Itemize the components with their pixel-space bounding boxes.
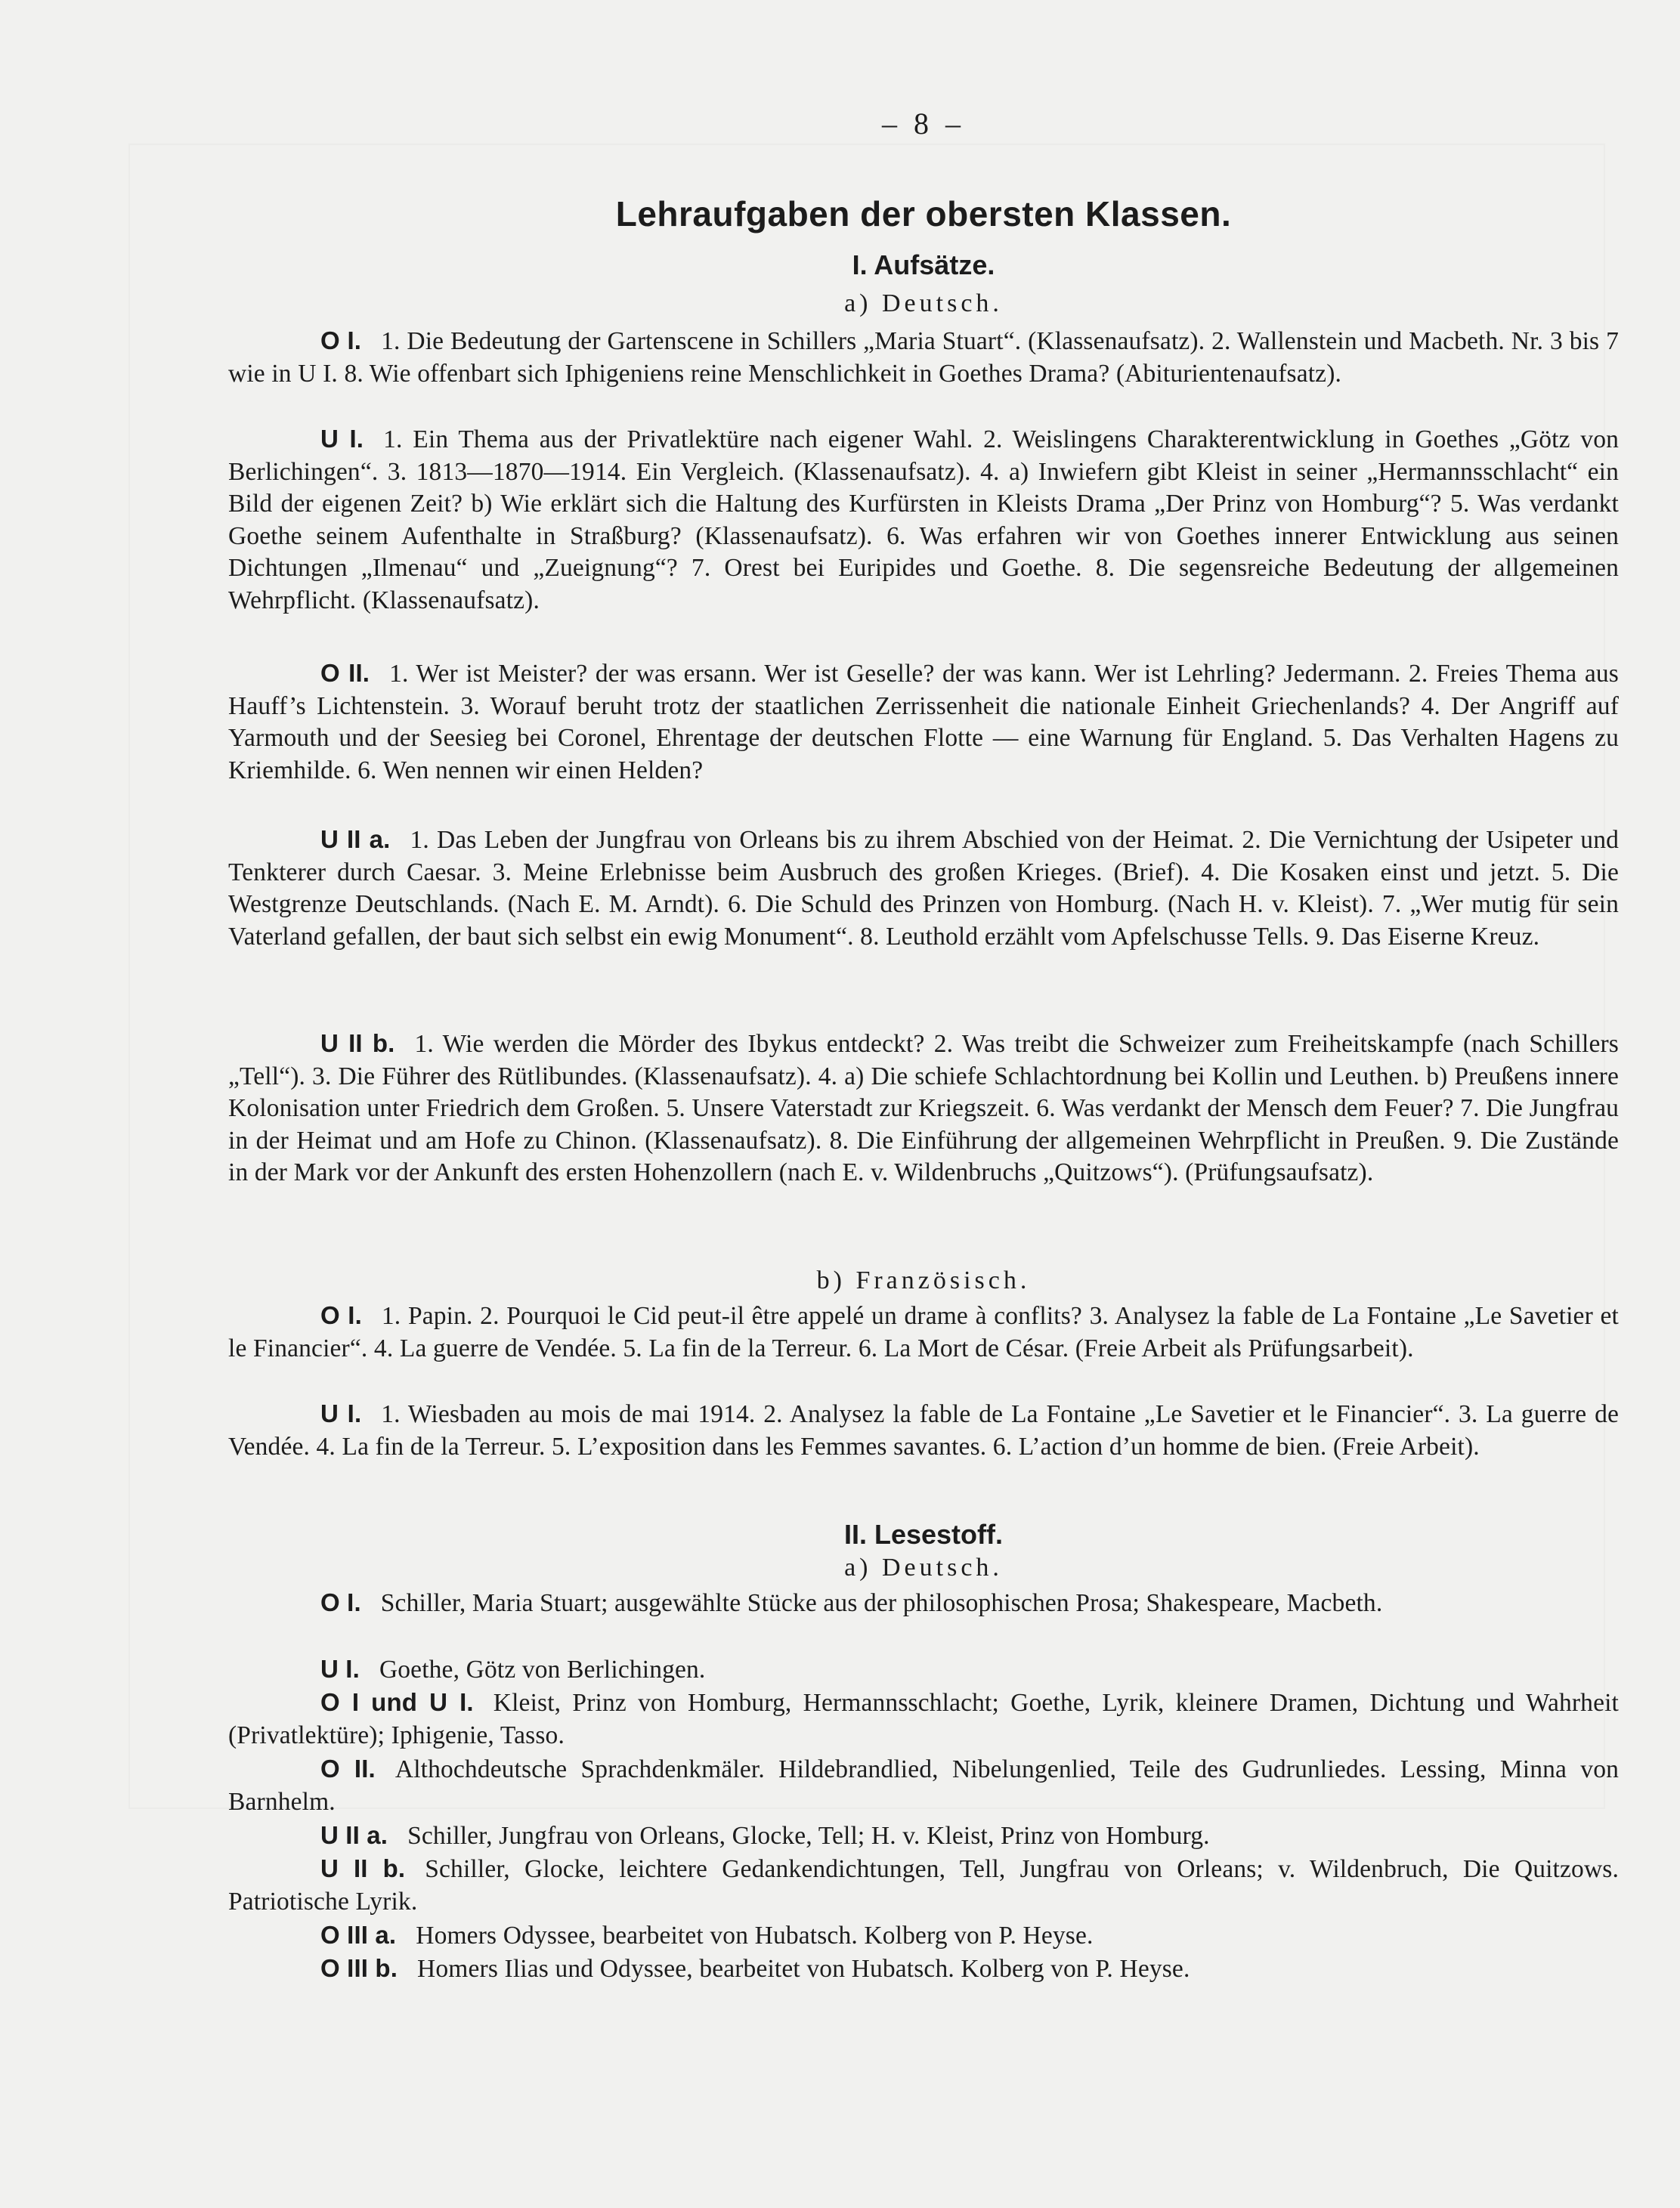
class-label: O I. (320, 326, 362, 354)
class-label: O I. (320, 1301, 362, 1329)
entry-aufsatz-deutsch-u2b (228, 1028, 1619, 1189)
class-label: U I. (320, 1399, 362, 1427)
entry-text: 1. Die Bedeutung der Gartenscene in Schillers „Maria Stuart“. (Klassenaufsatz). 2. Wallenstein und Macbeth. Nr. 3 bis 7 wie in U I. 8. Wie offenbart sich Iphigeniens reine Menschlichkeit in Goethes Drama? (Abiturientenaufsatz). (228, 327, 1619, 388)
entry-lesestoff-u2a (228, 1820, 1619, 1853)
class-label: U II a. (320, 1821, 388, 1849)
entry-text: Schiller, Jungfrau von Orleans, Glocke, Tell; H. v. Kleist, Prinz von Homburg. (407, 1822, 1210, 1850)
entry-aufsatz-franz-o1 (228, 1300, 1619, 1365)
subheading-aufsaetze-franzoesisch (228, 1266, 1619, 1295)
entry-text: Schiller, Glocke, leichtere Gedankendichtungen, Tell, Jungfrau von Orleans; v. Wildenbruch, Die Quitzows. Patriotische Lyrik. (228, 1855, 1619, 1916)
entry-text: Althochdeutsche Sprachdenkmäler. Hildebrandlied, Nibelungenlied, Teile des Gudrunliedes. Lessing, Minna von Barnhelm. (228, 1755, 1620, 1816)
entry-text: 1. Ein Thema aus der Privatlektüre nach eigener Wahl. 2. Weislingens Charakterentwicklung in Goethes „Götz von Berlichingen“. 3. 1813—1870—1914. Ein Vergleich. (Klassenaufsatz). 4. a) Inwiefern gibt Kleist in seiner „Hermannsschlacht“ ein Bild der eigenen Zeit? b) Wie erklärt sich die Haltung des Kurfürsten in Kleists Drama „Der Prinz von Homburg“? 5. Was verdankt Goethe seinem Aufenthalte in Straßburg? (Klassenaufsatz). 6. Was erfahren wir von Goethes innerer Entwicklung aus seinen Dichtungen „Ilmenau“ und „Zueignung“? 7. Orest bei Euripides und Goethe. 8. Die segensreiche Bedeutung der allgemeinen Wehrpflicht. (Klassenaufsatz). (228, 425, 1620, 614)
class-label: O III b. (320, 1954, 398, 1982)
class-label: U I. (320, 1655, 360, 1683)
section-heading-aufsaetze: I. Aufsätze. (852, 249, 995, 280)
subheading-lesestoff-deutsch (228, 1554, 1619, 1582)
entry-text: Homers Ilias und Odyssee, bearbeitet von Hubatsch. Kolberg von P. Heyse. (417, 1955, 1190, 1983)
class-label: U II a. (320, 825, 391, 853)
class-label: O II. (320, 1755, 376, 1783)
subheading-aufsaetze-deutsch (228, 289, 1619, 318)
entry-lesestoff-o3a (228, 1919, 1619, 1953)
entry-text: Homers Odyssee, bearbeitet von Hubatsch. Kolberg von P. Heyse. (416, 1922, 1094, 1950)
entry-text: Schiller, Maria Stuart; ausgewählte Stücke aus der philosophischen Prosa; Shakespeare, Macbeth. (380, 1589, 1383, 1617)
entry-text: 1. Das Leben der Jungfrau von Orleans bis zu ihrem Abschied von der Heimat. 2. Die Vernichtung der Usipeter und Tenkterer durch Caesar. 3. Meine Erlebnisse beim Ausbruch des großen Krieges. (Brief). 4. Die Kosaken einst und jetzt. 5. Die Westgrenze Deutschlands. (Nach E. M. Arndt). 6. Die Schuld des Prinzen von Homburg. (Nach H. v. Kleist). 7. „Wer mutig für sein Vaterland gefallen, der baut sich selbst ein ewig Monument“. 8. Leuthold erzählt vom Apfelschusse Tells. 9. Das Eiserne Kreuz. (228, 826, 1620, 951)
entry-text: 1. Papin. 2. Pourquoi le Cid peut-il être appelé un drame à conflits? 3. Analysez la fable de La Fontaine „Le Savetier et le Financier“. 4. La guerre de Vendée. 5. La fin de la Terreur. 6. La Mort de César. (Freie Arbeit als Prüfungsarbeit). (228, 1302, 1619, 1362)
entry-text: 1. Wiesbaden au mois de mai 1914. 2. Analysez la fable de La Fontaine „Le Savetier et le Financier“. 3. La guerre de Vendée. 4. La fin de la Terreur. 5. L’exposition dans les Femmes savantes. 6. L’action d’un homme de bien. (Freie Arbeit). (228, 1400, 1619, 1461)
subheading-text: b) Französisch. (816, 1266, 1031, 1294)
entry-text: Goethe, Götz von Berlichingen. (379, 1656, 706, 1684)
subheading-text: a) Deutsch. (844, 1554, 1003, 1582)
entry-aufsatz-deutsch-o1 (228, 325, 1619, 390)
entry-lesestoff-u2b (228, 1853, 1619, 1918)
entry-lesestoff-o1-u1 (228, 1687, 1619, 1752)
class-label: O II. (320, 659, 370, 687)
entry-lesestoff-o3b (228, 1953, 1619, 1986)
class-label: U II b. (320, 1854, 406, 1882)
page-number: – 8 – (882, 107, 965, 141)
entry-lesestoff-o2 (228, 1753, 1619, 1818)
class-label: U I. (320, 425, 364, 453)
entry-text: Kleist, Prinz von Homburg, Hermannsschlacht; Goethe, Lyrik, kleinere Dramen, Dichtung und Wahrheit (Privatlektüre); Iphigenie, Tasso. (228, 1689, 1619, 1749)
entry-lesestoff-u1 (228, 1653, 1619, 1687)
page-title: Lehraufgaben der obersten Klassen. (615, 194, 1232, 233)
entry-text: 1. Wer ist Meister? der was ersann. Wer ist Geselle? der was kann. Wer ist Lehrling? Jedermann. 2. Freies Thema aus Hauff’s Lichtenstein. 3. Worauf beruht trotz der staatlichen Zerrissenheit die nationale Einheit Griechenlands? 4. Der Angriff auf Yarmouth und der Seesieg bei Coronel, Ehrentage der deutschen Flotte — eine Warnung für England. 5. Das Verhalten Hagens zu Kriemhilde. 6. Wen nennen wir einen Helden? (228, 660, 1619, 784)
section-heading-lesestoff: II. Lesestoff. (843, 1519, 1004, 1550)
entry-aufsatz-franz-u1 (228, 1398, 1619, 1463)
class-label: O III a. (320, 1921, 397, 1949)
entry-aufsatz-deutsch-o2 (228, 657, 1619, 787)
class-label: O I und U I. (320, 1688, 474, 1716)
entry-aufsatz-deutsch-u1 (228, 423, 1619, 617)
subheading-text: a) Deutsch. (844, 289, 1003, 317)
entry-lesestoff-o1 (228, 1587, 1619, 1620)
class-label: U II b. (320, 1029, 395, 1057)
entry-text: 1. Wie werden die Mörder des Ibykus entdeckt? 2. Was treibt die Schweizer zum Freiheitskampfe (nach Schillers „Tell“). 3. Die Führer des Rütlibundes. (Klassenaufsatz). 4. a) Die schiefe Schlachtordnung bei Kollin und Leuthen. b) Preußens innere Kolonisation unter Friedrich dem Großen. 5. Unsere Vaterstadt zur Kriegszeit. 6. Was verdankt der Mensch dem Feuer? 7. Die Jungfrau in der Heimat und am Hofe zu Chinon. (Klassenaufsatz). 8. Die Einführung der allgemeinen Wehrpflicht in Preußen. 9. Die Zustände in der Mark vor der Ankunft des ersten Hohenzollern (nach E. v. Wildenbruchs „Quitzows“). (Prüfungsaufsatz). (228, 1030, 1619, 1186)
entry-aufsatz-deutsch-u2a (228, 824, 1619, 953)
class-label: O I. (320, 1588, 361, 1616)
